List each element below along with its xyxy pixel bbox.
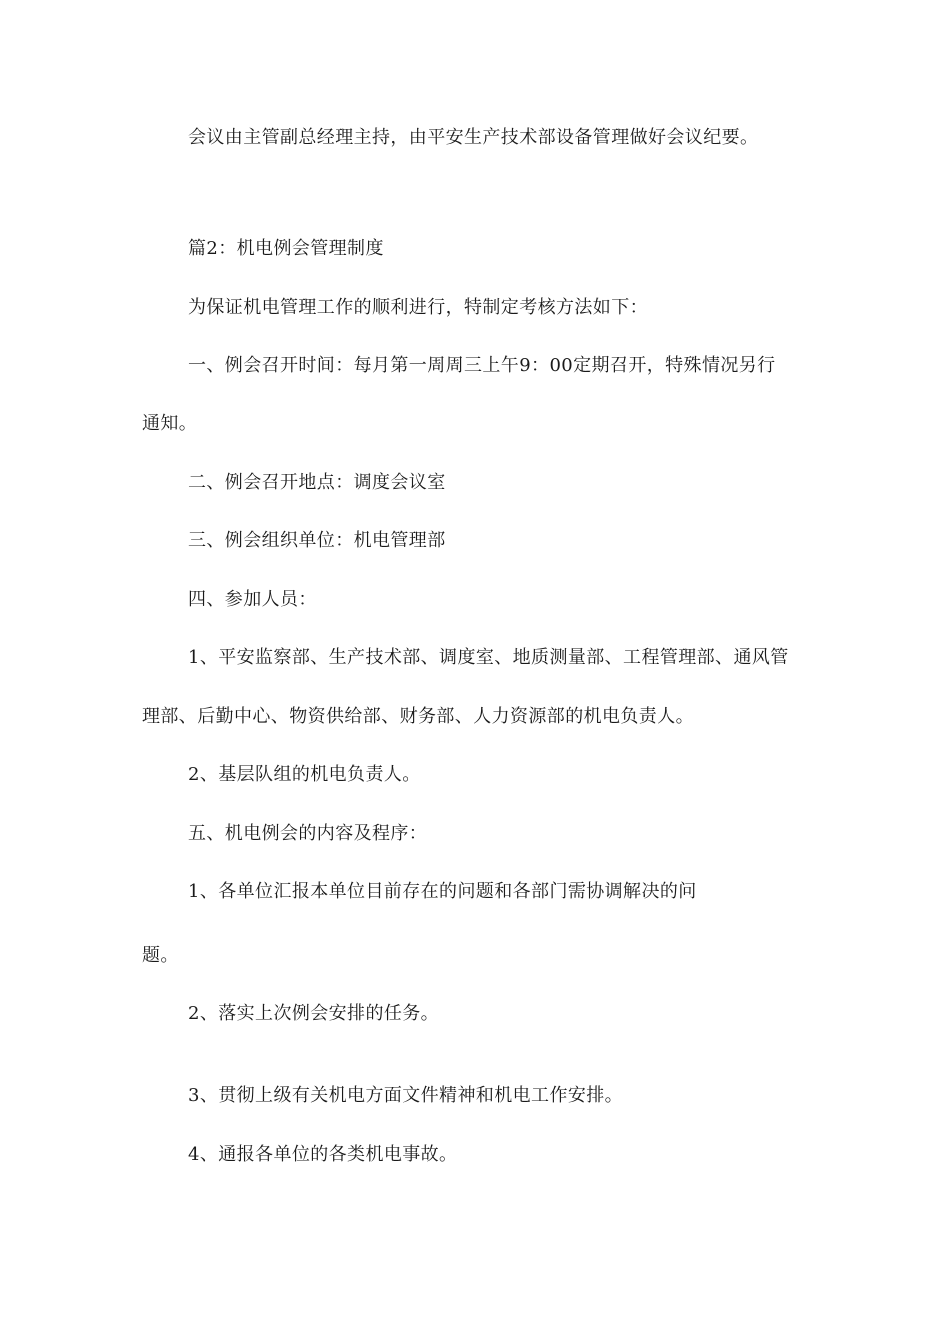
participant-item-1: 1、平安监察部、生产技术部、调度室、地质测量部、工程管理部、通风管 [188, 647, 789, 668]
item-meeting-time: 一、例会召开时间：每月第一周周三上午9：00定期召开，特殊情况另行 [188, 355, 776, 376]
participant-item-2: 2、基层队组的机电负责人。 [188, 764, 421, 785]
participant-item-1-continued: 理部、后勤中心、物资供给部、财务部、人力资源部的机电负责人。 [142, 706, 694, 727]
paragraph-meeting-host: 会议由主管副总经理主持，由平安生产技术部设备管理做好会议纪要。 [188, 127, 759, 148]
content-item-1-continued: 题。 [142, 945, 179, 966]
content-item-3: 3、贯彻上级有关机电方面文件精神和机电工作安排。 [188, 1085, 624, 1106]
content-item-4: 4、通报各单位的各类机电事故。 [188, 1144, 458, 1165]
content-item-1: 1、各单位汇报本单位目前存在的问题和各部门需协调解决的问 [188, 881, 697, 902]
item-meeting-time-continued: 通知。 [142, 413, 198, 434]
item-meeting-place: 二、例会召开地点：调度会议室 [188, 472, 446, 493]
content-item-2: 2、落实上次例会安排的任务。 [188, 1003, 440, 1024]
paragraph-intro: 为保证机电管理工作的顺利进行，特制定考核方法如下： [188, 297, 648, 318]
item-organizer: 三、例会组织单位：机电管理部 [188, 530, 446, 551]
item-content-heading: 五、机电例会的内容及程序： [188, 823, 428, 844]
section-heading: 篇2：机电例会管理制度 [188, 238, 384, 259]
item-participants-heading: 四、参加人员： [188, 589, 317, 610]
